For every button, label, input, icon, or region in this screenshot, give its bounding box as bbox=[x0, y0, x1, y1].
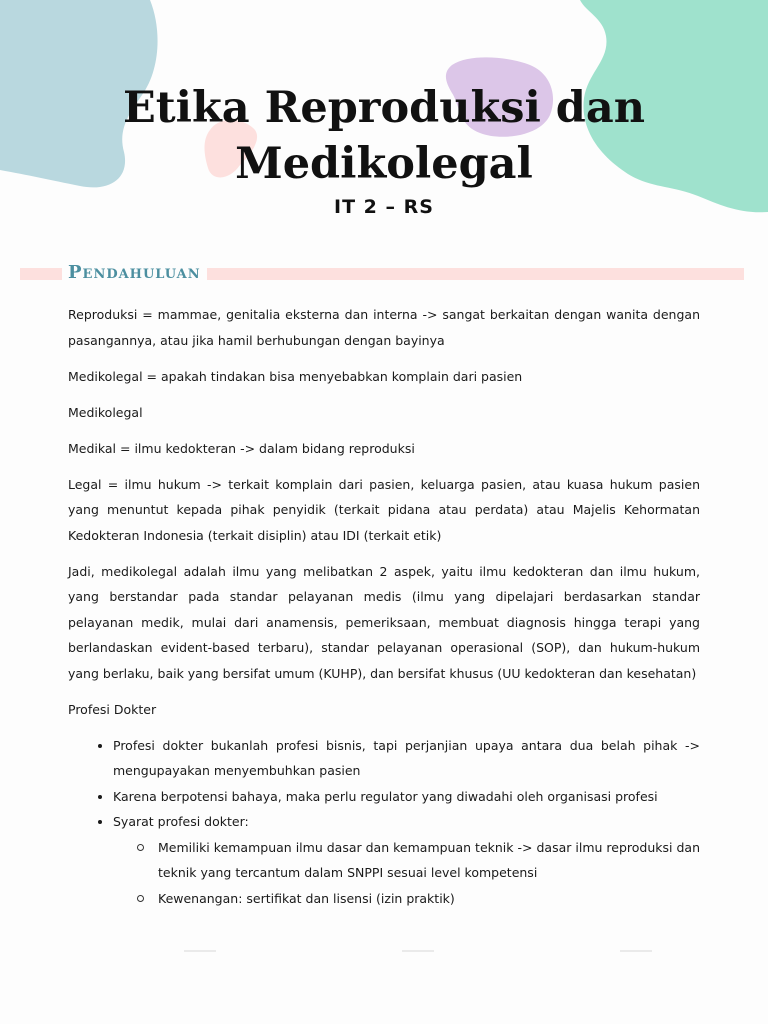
paragraph-summary: Jadi, medikolegal adalah ilmu yang melibatkan 2 aspek, yaitu ilmu kedokteran dan ilmu hukum, yang berstandar pada standar pelayanan medis (ilmu yang dipelajari berdasarkan standar pelayanan medik, mulai dari anamensis, pemeriksaan, membuat diagnosis hingga terapi yang berlandaskan evident-based terbaru), standar pelayanan operasional (SOP), dan hukum-hukum yang berlaku, baik yang bersifat umum (KUHP), dan bersifat khusus (UU kedokteran dan kesehatan) bbox=[68, 563, 700, 681]
document-body bbox=[68, 302, 700, 911]
document-subtitle: IT 2 – RS bbox=[334, 196, 434, 218]
paragraph-medikal: Medikal = ilmu kedokteran -> dalam bidang reproduksi bbox=[68, 440, 415, 456]
paragraph-reproduksi: Reproduksi = mammae, genitalia eksterna dan interna -> sangat berkaitan dengan wanita dengan pasangannya, atau jika hamil berhubungan dengan bayinya bbox=[68, 307, 700, 348]
list-item: • Profesi dokter bukanlah profesi bisnis, tapi perjanjian upaya antara dua belah pihak -> mengupayakan menyembuhkan pasien bbox=[113, 733, 700, 784]
title-line-2: Medikolegal bbox=[235, 139, 533, 189]
document-title bbox=[0, 80, 768, 192]
list-item bbox=[113, 809, 700, 911]
paragraph-legal: Legal = ilmu hukum -> terkait komplain dari pasien, keluarga pasien, atau kuasa hukum pasien yang menuntut kepada pihak penyidik (terkait pidana atau perdata) atau Majelis Kehormatan Kedokteran Indonesia (terkait disiplin) atau IDI (terkait etik) bbox=[68, 476, 700, 543]
paragraph-profesi-dokter: Profesi Dokter bbox=[68, 701, 157, 717]
sub-bullet-list bbox=[113, 835, 700, 912]
paragraph-medikolegal-heading: Medikolegal bbox=[68, 404, 143, 420]
list-item-label: Syarat profesi dokter: bbox=[113, 814, 249, 829]
list-item: • Karena berpotensi bahaya, maka perlu regulator yang diwadahi oleh organisasi profesi bbox=[113, 784, 700, 810]
footer-watermark-mark bbox=[402, 950, 434, 952]
bullet-list bbox=[68, 733, 700, 912]
footer-watermark-mark bbox=[620, 950, 652, 952]
sub-list-item: Memiliki kemampuan ilmu dasar dan kemampuan teknik -> dasar ilmu reproduksi dan teknik yang tercantum dalam SNPPI sesuai level kompetensi bbox=[158, 835, 700, 886]
sub-list-item: Kewenangan: sertifikat dan lisensi (izin praktik) bbox=[158, 886, 700, 912]
paragraph-medikolegal-definition: Medikolegal = apakah tindakan bisa menyebabkan komplain dari pasien bbox=[68, 368, 523, 384]
footer-watermark-mark bbox=[184, 950, 216, 952]
title-line-1: Etika Reproduksi dan bbox=[123, 83, 645, 133]
section-heading: Pendahuluan bbox=[62, 262, 207, 283]
